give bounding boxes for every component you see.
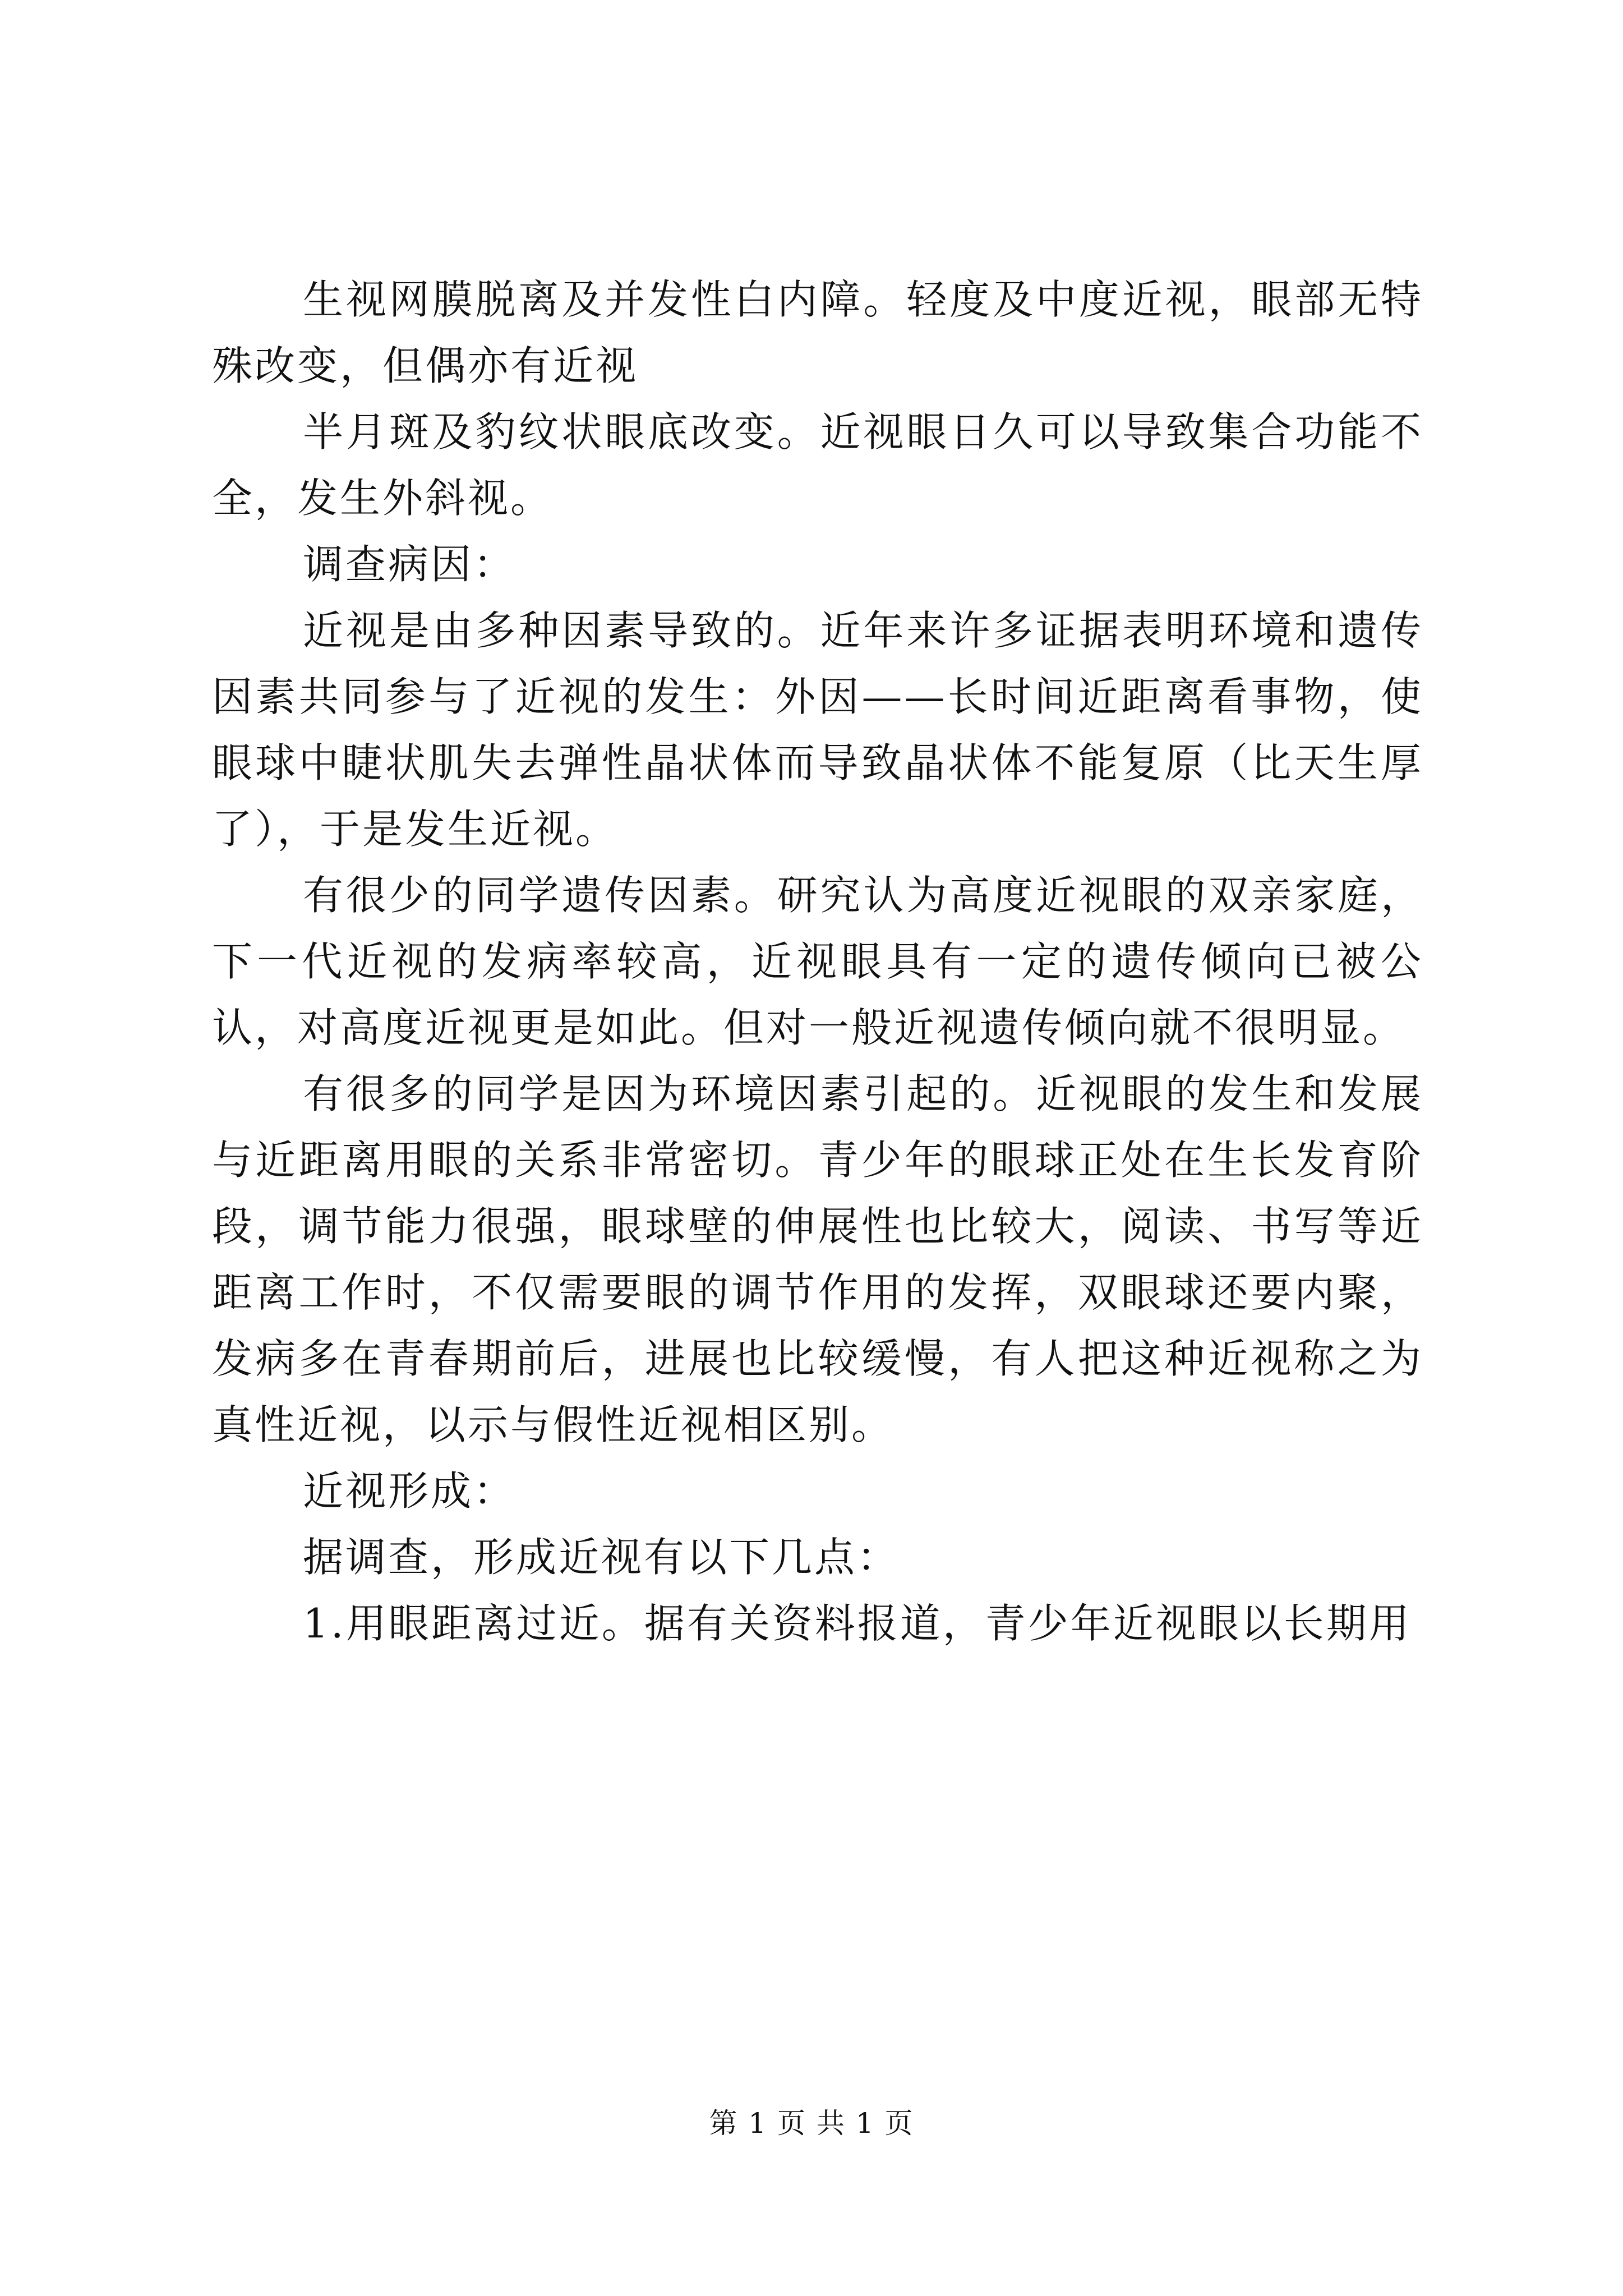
paragraph-1: 生视网膜脱离及并发性白内障。轻度及中度近视，眼部无特殊改变，但偶亦有近视	[212, 276, 1423, 389]
page-footer: 第 1 页 共 1 页	[709, 2107, 914, 2139]
section-heading-cause: 调查病因：	[303, 541, 517, 588]
list-item-1: 1.用眼距离过近。据有关资料报道，青少年近视眼以长期用	[303, 1600, 1412, 1647]
section-heading-formation: 近视形成：	[303, 1467, 517, 1515]
paragraph-4: 有很少的同学遗传因素。研究认为高度近视眼的双亲家庭，下一代近视的发病率较高，近视眼具有一定的遗传倾向已被公认，对高度近视更是如此。但对一般近视遗传倾向就不很明显。	[212, 872, 1423, 1051]
paragraph-5: 有很多的同学是因为环境因素引起的。近视眼的发生和发展与近距离用眼的关系非常密切。青少年的眼球正处在生长发育阶段，调节能力很强，眼球壁的伸展性也比较大，阅读、书写等近距离工作时，不仅需要眼的调节作用的发挥，双眼球还要内聚，发病多在青春期前后，进展也比较缓慢，有人把这种近视称之为真性近视，以示与假性近视相区别。	[212, 1070, 1423, 1448]
document-body	[212, 266, 1423, 1657]
paragraph-2: 半月斑及豹纹状眼底改变。近视眼日久可以导致集合功能不全，发生外斜视。	[212, 408, 1423, 522]
paragraph-3: 近视是由多种因素导致的。近年来许多证据表明环境和遗传因素共同参与了近视的发生：外因——长时间近距离看事物，使眼球中睫状肌失去弹性晶状体而导致晶状体不能复原（比天生厚了），于是发生近视。	[212, 607, 1423, 853]
paragraph-6: 据调查，形成近视有以下几点：	[303, 1534, 900, 1581]
